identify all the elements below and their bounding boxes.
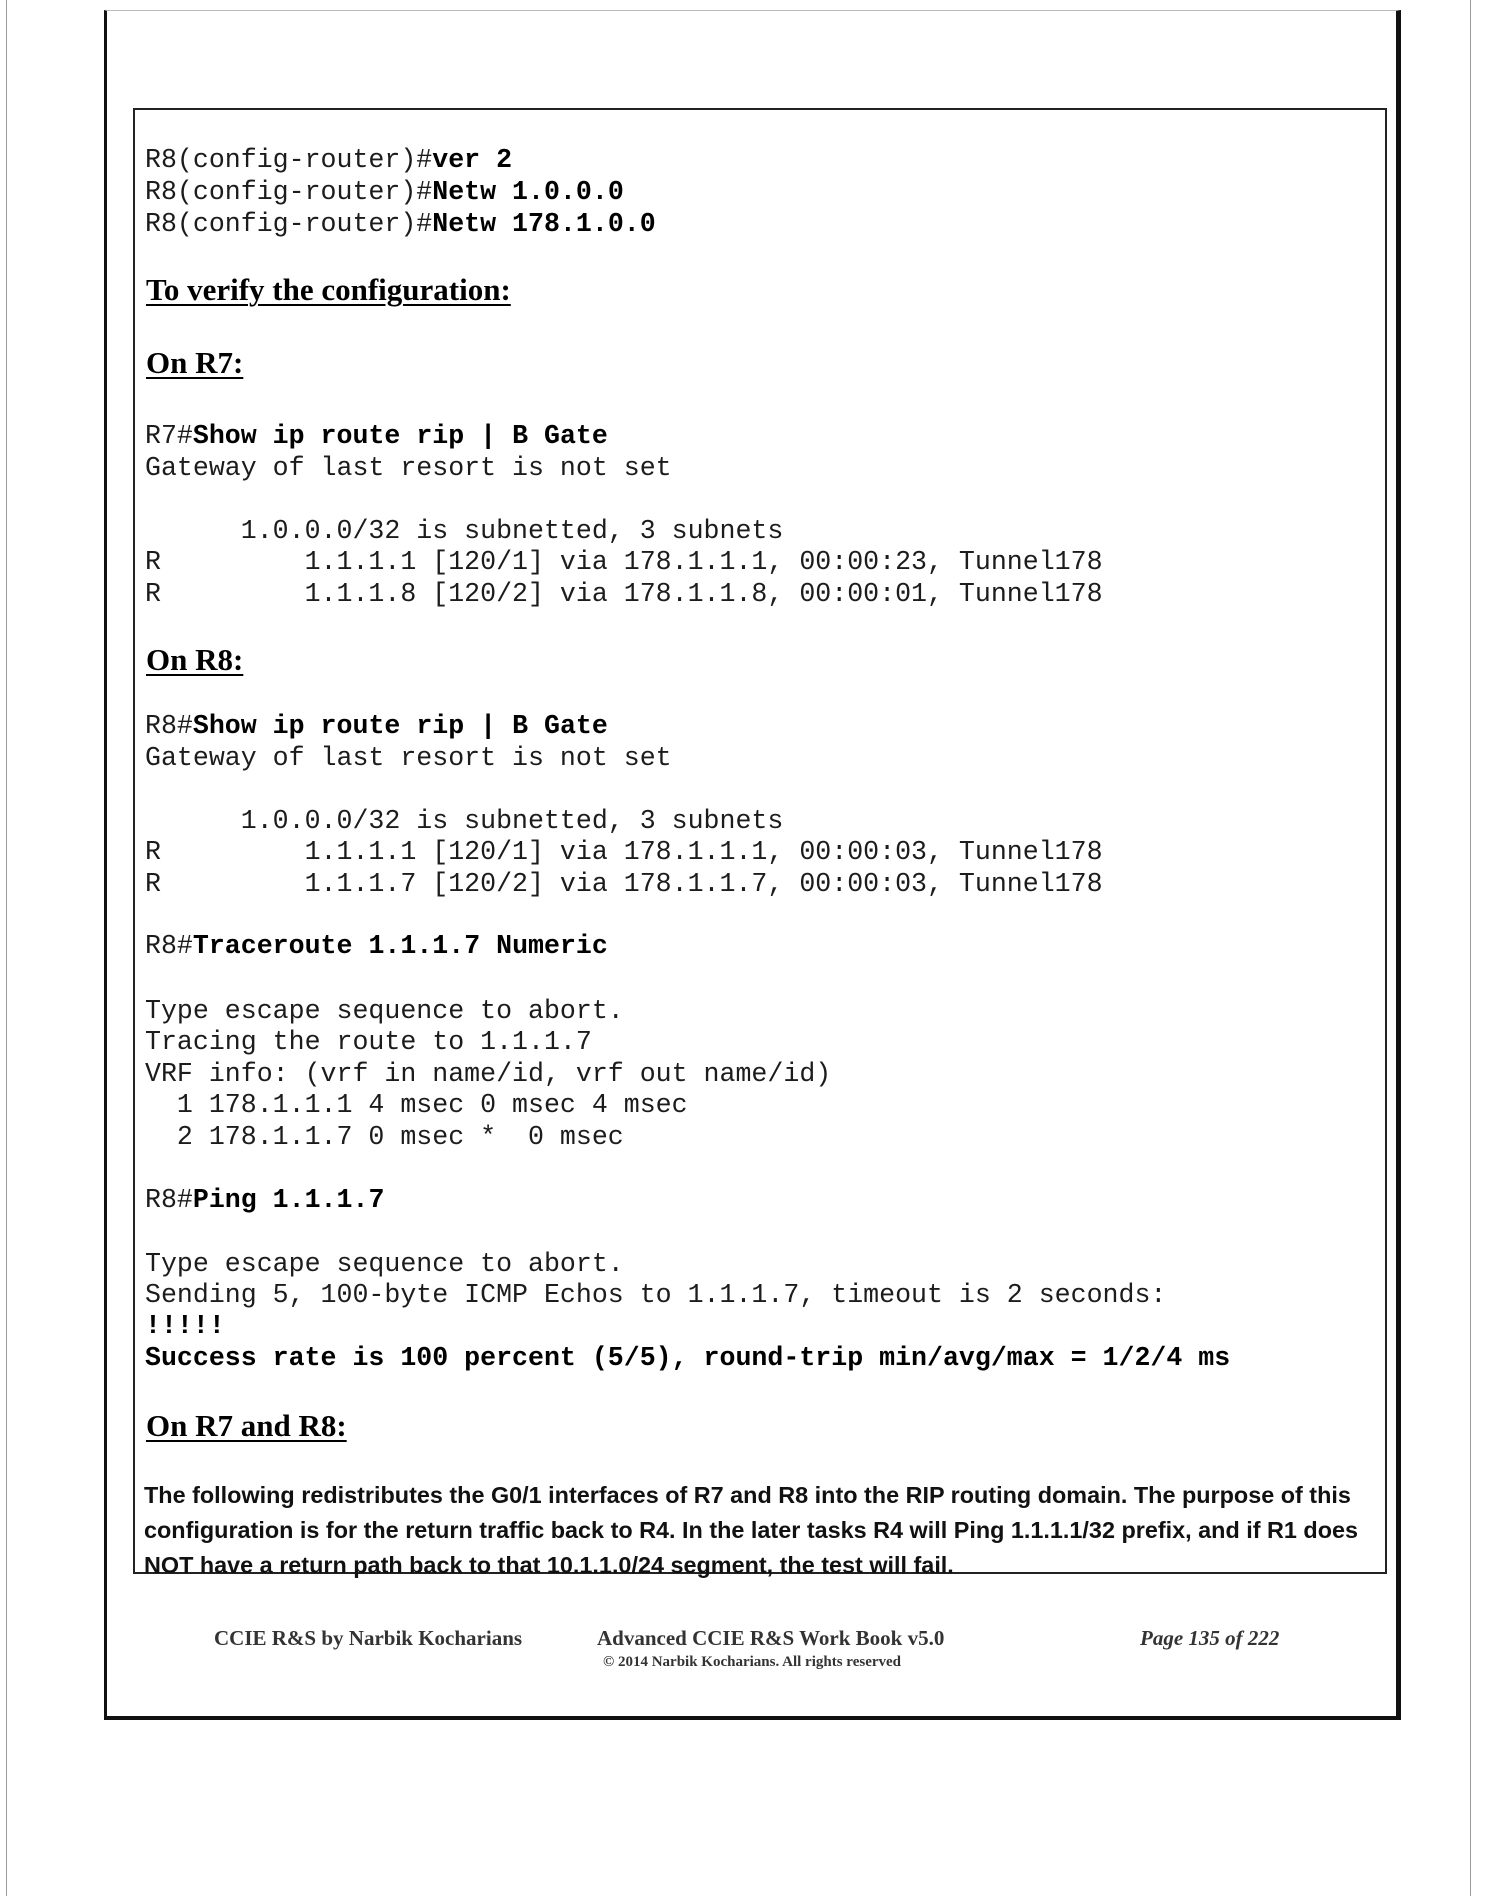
r8-line-3: 1.0.0.0/32 is subnetted, 3 subnets bbox=[145, 806, 784, 836]
heading-on-r7-r8: On R7 and R8: bbox=[146, 1408, 347, 1443]
config-line-1: R8(config-router)#ver 2 bbox=[145, 145, 513, 175]
footer-author: CCIE R&S by Narbik Kocharians bbox=[214, 1626, 523, 1650]
config-line-3: R8(config-router)#Netw 178.1.0.0 bbox=[145, 209, 656, 239]
ping-bang: !!!!! bbox=[145, 1311, 225, 1341]
ping-line-1: Type escape sequence to abort. bbox=[145, 1249, 624, 1279]
redistribute-paragraph: The following redistributes the G0/1 interfaces of R7 and R8 into the RIP routing domain. The purpose of this configuration is for the return traffic back to R4. In the later tasks R4 will Ping 1.1.1.1/32 prefix, and if R1 does NOT have a return path back to that 10.1.1.0/24 segment, the test will fail. bbox=[144, 1482, 1359, 1578]
traceroute-line-1: Type escape sequence to abort. bbox=[145, 996, 624, 1026]
footer-copyright: © 2014 Narbik Kocharians. All rights reserved bbox=[603, 1654, 902, 1670]
config-line-2: R8(config-router)#Netw 1.0.0.0 bbox=[145, 177, 624, 207]
r8-route-1: R 1.1.1.1 [120/1] via 178.1.1.1, 00:00:03, Tunnel178 bbox=[145, 837, 1103, 867]
r8-command: R8#Show ip route rip | B Gate bbox=[145, 711, 608, 741]
scan-edge-left bbox=[6, 0, 7, 1896]
footer-page-number: Page 135 of 222 bbox=[1140, 1626, 1280, 1650]
r7-route-1: R 1.1.1.1 [120/1] via 178.1.1.1, 00:00:23, Tunnel178 bbox=[145, 547, 1103, 577]
heading-on-r7: On R7: bbox=[146, 345, 244, 380]
r8-route-2: R 1.1.1.7 [120/2] via 178.1.1.7, 00:00:03, Tunnel178 bbox=[145, 869, 1103, 899]
r7-line-3: 1.0.0.0/32 is subnetted, 3 subnets bbox=[145, 516, 784, 546]
traceroute-hop-2: 2 178.1.1.7 0 msec * 0 msec bbox=[145, 1122, 624, 1152]
ping-success: Success rate is 100 percent (5/5), round-trip min/avg/max = 1/2/4 ms bbox=[145, 1343, 1231, 1373]
traceroute-command: R8#Traceroute 1.1.1.7 Numeric bbox=[145, 931, 608, 961]
footer-book-title: Advanced CCIE R&S Work Book v5.0 bbox=[597, 1626, 945, 1650]
traceroute-line-2: Tracing the route to 1.1.1.7 bbox=[145, 1027, 592, 1057]
traceroute-hop-1: 1 178.1.1.1 4 msec 0 msec 4 msec bbox=[145, 1090, 688, 1120]
ping-command: R8#Ping 1.1.1.7 bbox=[145, 1185, 385, 1215]
ping-line-2: Sending 5, 100-byte ICMP Echos to 1.1.1.7, timeout is 2 seconds: bbox=[145, 1280, 1167, 1310]
heading-verify: To verify the configuration: bbox=[146, 272, 511, 307]
r8-line-1: Gateway of last resort is not set bbox=[145, 743, 672, 773]
r7-command: R7#Show ip route rip | B Gate bbox=[145, 421, 608, 451]
heading-on-r8: On R8: bbox=[146, 642, 244, 677]
scan-edge-right bbox=[1470, 0, 1471, 1896]
traceroute-line-3: VRF info: (vrf in name/id, vrf out name/id) bbox=[145, 1059, 832, 1089]
r7-route-2: R 1.1.1.8 [120/2] via 178.1.1.8, 00:00:01, Tunnel178 bbox=[145, 579, 1103, 609]
r7-line-1: Gateway of last resort is not set bbox=[145, 453, 672, 483]
